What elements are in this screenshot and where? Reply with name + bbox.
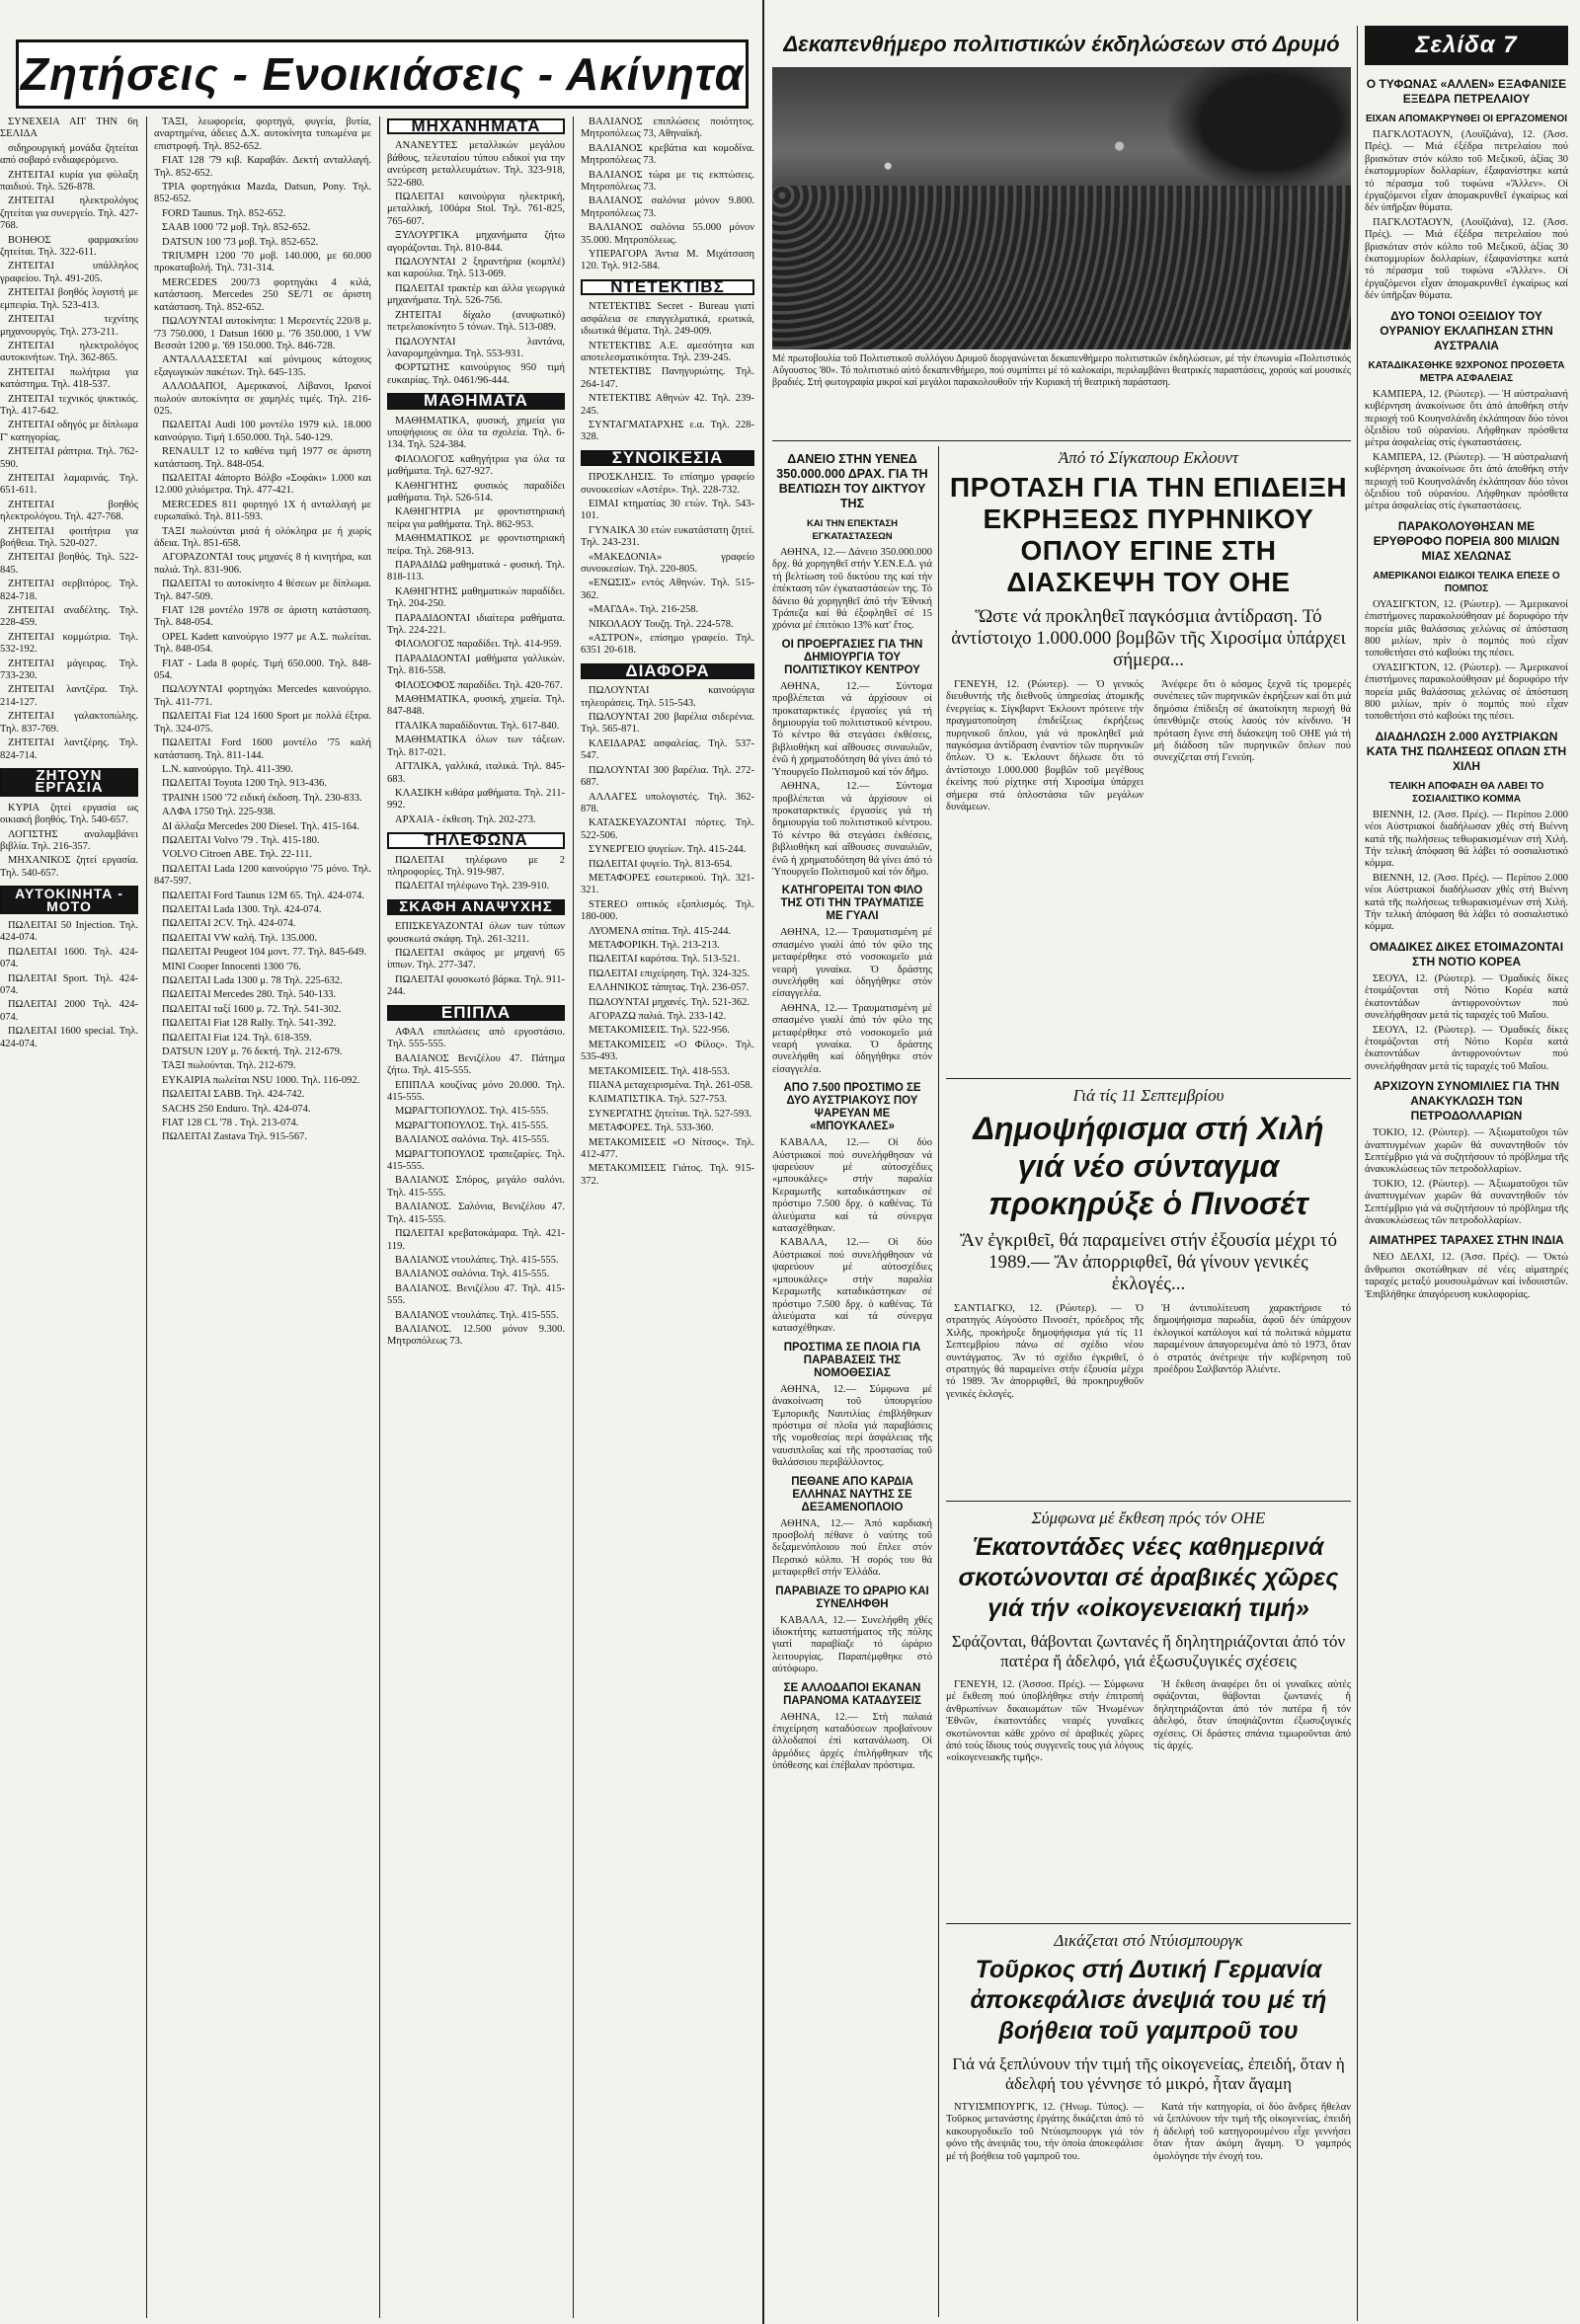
- classified-ad: ΠΩΛΕΙΤΑΙ 2CV. Τηλ. 424-074.: [162, 918, 296, 930]
- korea-body-2: ΣΕΟΥΛ, 12. (Ρώυτερ). — Ὁμαδικές δίκες ἑτοιμάζονται στή Νότιο Κορέα κατά ἑκατοντάδων ἀντιφρονούντων πού συνελήφθησαν μετά τίς ταραχές τοῦ Μαΐου.: [1365, 1024, 1568, 1072]
- classified-ad: ΑΡΧΑΙΑ - έκθεση. Τηλ. 202-273.: [395, 813, 536, 825]
- classified-ad: ΑΓΟΡΑΖΟΝΤΑΙ τους μηχανές 8 ή κινητήρα, και παλιά. Τηλ. 831-906.: [154, 552, 371, 576]
- classified-ad: ΜΑΘΗΜΑΤΙΚΑ, φυσική, χημεία για υποψήφιους σε όλα τα σχολεία. Τηλ. 6-134. Τηλ. 524-384.: [387, 415, 565, 451]
- sailor-headline: ΠΕΘΑΝΕ ΑΠΟ ΚΑΡΔΙΑ ΕΛΛΗΝΑΣ ΝΑΥΤΗΣ ΣΕ ΔΕΞΑΜΕΝΟΠΛΟΙΟ: [791, 1475, 913, 1513]
- classified-ad: ΠΩΛΟΥΝΤΑΙ 300 βαρέλια. Τηλ. 272-687.: [581, 764, 754, 789]
- classifieds-column-2: [154, 116, 371, 2324]
- nuclear-body-right: Ἀνέφερε ὅτι ὁ κόσμος ξεχνᾶ τίς τρομερές συνέπειες τῶν πυρηνικῶν ἐκρήξεων καί ὅτι μιά δημόσια ἐπίδειξη σέ ἀκατοίκητη περιοχή θά ὑπενθύμιζε στούς λαούς τόν κίνδυνο. Ἡ πρόταση ἔγινε στή διάσκεψη τοῦ ΟΗΕ γιά τή μή διάδοση τῶν πυρηνικῶν ὅπλων πού συνεχίζεται στή Γενεύη.: [1153, 679, 1351, 764]
- classified-ad: ΣΑΑΒ 1000 '72 μοβ. Τηλ. 852-652.: [162, 222, 311, 234]
- classified-ad: ΠΩΛΕΙΤΑΙ Zastava Τηλ. 915-567.: [162, 1131, 307, 1143]
- classified-ad: ΖΗΤΕΙΤΑΙ τεχνίτης μηχανουργός. Τηλ. 273-211.: [0, 314, 138, 338]
- austria-headline: ΔΙΑΔΗΛΩΣΗ 2.000 ΑΥΣΤΡΙΑΚΩΝ ΚΑΤΑ ΤΗΣ ΠΩΛΗΣΕΩΣ ΟΠΛΩΝ ΣΤΗ ΧΙΛΗ: [1366, 729, 1567, 773]
- category-detectives: ΝΤΕΤΕΚΤΙΒΣ: [581, 279, 754, 295]
- classified-ad: FIAT 128 '79 κιβ. Καραβάν. Δεκτή ανταλλαγή. Τηλ. 852-652.: [154, 155, 371, 179]
- classified-ad: ΠΩΛΕΙΤΑΙ Audi 100 μοντέλο 1979 κιλ. 18.000 καινούργιο. Τιμή 1.650.000. Τηλ. 540-129.: [154, 420, 371, 443]
- category-boats: ΣΚΑΦΗ ΑΝΑΨΥΧΗΣ: [387, 899, 565, 915]
- classified-ad: ΝΤΕΤΕΚΤΙΒΣ Αθηνών 42. Τηλ. 239-245.: [581, 393, 754, 417]
- typhoon-body: ΠΑΓΚΛΟΤΑΟΥΝ, (Λουϊζιάνα), 12. (Ἀσσ. Πρές). — Μιά ἐξέδρα πετρελαίου πού βρισκόταν στόν κόλπο τοῦ Μεξικοῦ, ἀξίας 30 ἑκατομμυρίων δολλαρίων, ἐξαφανίστηκε κατά τό πέρασμα τοῦ τυφώνα «Ἄλλεν». Οἱ ἐργαζόμενοι εἶχαν ἀπομακρυνθεῖ ἐγκαίρως καί δέν ὑπῆρξαν θύματα.: [1365, 129, 1568, 214]
- chile-body-left: ΣΑΝΤΙΑΓΚΟ, 12. (Ρώυτερ). — Ὁ στρατηγός Αὐγούστο Πινοσέτ, πρόεδρος τῆς Χιλῆς, προκήρυξε δημοψήφισμα γιά τίς 11 Σεπτεμβρίου πάνω σέ σχέδιο νέου συντάγματος. Ἄν τό σχέδιο ἐγκριθεῖ, ὁ στρατηγός θά παραμείνει στήν ἐξουσία μέχρι τό 1989. Ἄν ἀπορριφθεῖ, θά προκηρυχθοῦν γενικές ἐκλογές.: [946, 1303, 1144, 1400]
- classified-ad: ΖΗΤΕΙΤΑΙ λαμαρινάς. Τηλ. 651-611.: [0, 472, 138, 497]
- loan-headline: ΔΑΝΕΙΟ ΣΤΗΝ ΥΕΝΕΔ 350.000.000 ΔΡΑΧ. ΓΙΑ ΤΗ ΒΕΛΤΙΩΣΗ ΤΟΥ ΔΙΚΤΥΟΥ ΤΗΣ: [776, 452, 928, 510]
- radiation-headline: ΔΥΟ ΤΟΝΟΙ ΟΞΕΙΔΙΟΥ ΤΟΥ ΟΥΡΑΝΙΟΥ ΕΚΛΑΠΗΣΑΝ ΣΤΗΝ ΑΥΣΤΡΑΛΙΑ: [1380, 308, 1553, 352]
- radiation-body: ΚΑΜΠΕΡΑ, 12. (Ρώυτερ). — Ἡ αὐστραλιανή κυβέρνηση ἀνακοίνωσε ὅτι ἀπό ἀποθήκη στήν περιοχή τοῦ Κουηνσλάνδη ἐκλάπησαν δύο τόνοι ὀξειδίου τοῦ οὐρανίου. Λήφθηκαν πρόσθετα μέτρα ἀσφαλείας στίς ἐγκαταστάσεις.: [1365, 388, 1568, 449]
- classified-ad: ΜΕΤΑΦΟΡΙΚΗ. Τηλ. 213-213.: [589, 939, 720, 951]
- classified-ad: ΣΥΝΕΡΓΕΙΟ ψυγείων. Τηλ. 415-244.: [589, 844, 747, 856]
- classified-ad: ΕΠΙΠΛΑ κουζίνας μόνο 20.000. Τηλ. 415-555.: [387, 1079, 565, 1104]
- classified-ad: ΠΩΛΕΙΤΑΙ ταξί 1600 μ. 72. Τηλ. 541-302.: [162, 1003, 342, 1015]
- classified-ad: ΤΑΞΙ πωλούνται. Τηλ. 212-679.: [162, 1060, 296, 1072]
- category-lessons: ΜΑΘΗΜΑΤΑ: [387, 393, 565, 409]
- chile-story: [946, 1084, 1351, 1499]
- chile-headline: Δημοψήφισμα στή Χιλή γιά νέο σύνταγμα προκηρύξε ὁ Πινοσέτ: [973, 1111, 1324, 1221]
- classified-ad: ΠΩΛΕΙΤΑΙ καρότσα. Τηλ. 513-521.: [589, 954, 741, 966]
- classified-ad: ΔΙ άλλαξα Mercedes 200 Diesel. Τηλ. 415-164.: [162, 820, 359, 832]
- classified-ad: ΠΩΛΕΙΤΑΙ καινούργια ηλεκτρική, μεταλλική, 100άρα Stol. Τηλ. 761-825, 765-607.: [387, 192, 565, 227]
- classified-ad: ΜΕΤΑΚΟΜΙΣΕΙΣ Γιάτος. Τηλ. 915-372.: [581, 1163, 754, 1187]
- classified-ad: ΜΩΡΑΓΤΟΠΟΥΛΟΣ. Τηλ. 415-555.: [395, 1120, 549, 1131]
- fine-body: ΚΑΒΑΛΑ, 12.— Οἱ δύο Αὐστριακοί πού συνελήφθησαν νά ψαρεύουν μέ αὐτοσχέδιες «μπουκάλες» στήν παραλία Κεραμωτῆς καταδικάστηκαν σέ πρόστιμο 7.500 δρχ. ὁ καθένας. Τά ἀλιεύματα καί τά σύνεργα κατασχέθηκαν.: [772, 1137, 932, 1235]
- classified-ad: ΜΑΘΗΜΑΤΙΚΟΣ με φροντιστηριακή πείρα. Τηλ. 268-913.: [387, 533, 565, 557]
- aliens-headline: ΣΕ ΑΛΛΟΔΑΠΟΙ ΕΚΑΝΑΝ ΠΑΡΑΝΟΜΑ ΚΑΤΑΔΥΣΕΙΣ: [783, 1681, 921, 1707]
- classified-ad: «ΕΝΩΣΙΣ» εντός Αθηνών. Τηλ. 515-362.: [581, 578, 754, 601]
- classified-ad: ΦΙΛΟΣΟΦΟΣ παραδίδει. Τηλ. 420-767.: [395, 679, 563, 691]
- classified-ad: ΜΕΤΑΚΟΜΙΣΕΙΣ. Τηλ. 522-956.: [589, 1025, 730, 1037]
- classified-ad: ΠΡΟΣΚΛΗΣΙΣ. Το επίσημο γραφείο συνοικεσίων «Αστέρι». Τηλ. 228-732.: [581, 472, 754, 496]
- category-phones: ΤΗΛΕΦΩΝΑ: [387, 832, 565, 848]
- classified-ad: ΠΩΛΕΙΤΑΙ τηλέφωνο Τηλ. 239-910.: [395, 881, 550, 892]
- classified-ad: ΠΩΛΕΙΤΑΙ Lada 1200 καινούργιο '75 μόνο. Τηλ. 847-597.: [154, 863, 371, 888]
- classified-ad: ΠΩΛΕΙΤΑΙ 50 Injection. Τηλ. 424-074.: [0, 919, 138, 944]
- classified-ad: ΒΑΛΙΑΝΟΣ σαλόνια μόνον 9.800. Μητροπόλεως 73.: [581, 195, 754, 219]
- honor-kicker: Σύμφωνα μέ ἔκθεση πρός τόν ΟΗΕ: [1031, 1509, 1266, 1527]
- classified-ad: ΖΗΤΕΙΤΑΙ κομμώτρια. Τηλ. 532-192.: [0, 631, 138, 656]
- classified-ad: ΖΗΤΕΙΤΑΙ λαντζέρης. Τηλ. 824-714.: [0, 737, 138, 761]
- honor-body-right: Ἡ ἔκθεση ἀναφέρει ὅτι οἱ γυναῖκες αὐτές σφάζονται, θάβονται ζωντανές ἤ δηλητηριάζονται ἀπό τόν πατέρα ἤ τόν ἀδελφό, ὅταν ὑποψιάζονται ἐξωσυζυγικές σχέσεις. Οἱ δράστες σπάνια τιμωροῦνται ἀπό τίς ἀρχές.: [1153, 1679, 1351, 1752]
- classified-ad: ΠΩΛΕΙΤΑΙ Fiat 128 Rally. Τηλ. 541-392.: [162, 1018, 337, 1030]
- accuse-body-2: ΑΘΗΝΑ, 12.— Τραυματισμένη μέ σπασμένο γυαλί ἀπό τόν φίλο της μεταφέρθηκε στό νοσοκομεῖο μιά νεαρή γυναίκα. Ὁ δράστης συνελήφθη καί ὁδηγήθηκε στόν εἰσαγγελέα.: [772, 1002, 932, 1075]
- centre-body-2: ΑΘΗΝΑ, 12.— Σύντομα προβλέπεται νά ἀρχίσουν οἱ προκαταρκτικές ἐργασίες γιά τή δημιουργία τοῦ πολιτιστικοῦ κέντρου. Τό κέντρο θά στεγάσει ἐκθέσεις, βιβλιοθήκη καί αἴθουσες συναυλιῶν, ἐνῶ ἡ χρηματοδότηση θά γίνει ἀπό τό Ὑπουργεῖο Πολιτισμοῦ καί τόν δῆμο.: [772, 781, 932, 878]
- classified-ad: ΚΥΡΙΑ ζητεί εργασία ως οικιακή βοηθός. Τηλ. 540-657.: [0, 802, 138, 826]
- austria-body-2: ΒΙΕΝΝΗ, 12. (Ἀσσ. Πρές). — Περίπου 2.000 νέοι Αὐστριακοί διαδήλωσαν χθές στή Βιέννη κατά τῆς πωλήσεως τεθωρακισμένων στή Χιλή. Τήν τελική ἀπόφαση θά λάβει τό σοσιαλιστικό κόμμα.: [1365, 872, 1568, 933]
- classified-ad: ΠΑΡΑΔΙΔΩ μαθηματικά - φυσική. Τηλ. 818-113.: [387, 560, 565, 583]
- oil-body-2: ΤΟΚΙΟ, 12. (Ρώυτερ). — Ἀξιωματοῦχοι τῶν ἀναπτυγμένων χωρῶν θά συναντηθοῦν τόν Σεπτέμβριο γιά νά συζητήσουν τό πρόβλημα τῆς ἀνακυκλώσεως τῶν πετροδολλαρίων.: [1365, 1178, 1568, 1226]
- classified-ad: ΤΡΙΑ φορτηγάκια Mazda, Datsun, Pony. Τηλ. 852-652.: [154, 182, 371, 205]
- classified-ad: ΜΕΤΑΦΟΡΕΣ εσωτερικού. Τηλ. 321-321.: [581, 872, 754, 896]
- typhoon-body-2: ΠΑΓΚΛΟΤΑΟΥΝ, (Λουϊζιάνα), 12. (Ἀσσ. Πρές). — Μιά ἐξέδρα πετρελαίου πού βρισκόταν στόν κόλπο τοῦ Μεξικοῦ, ἀξίας 30 ἑκατομμυρίων δολλαρίων, ἐξαφανίστηκε κατά τό πέρασμα τοῦ τυφώνα «Ἄλλεν». Οἱ ἐργαζόμενοι εἶχαν ἀπομακρυνθεῖ ἐγκαίρως καί δέν ὑπῆρξαν θύματα.: [1365, 216, 1568, 302]
- festival-header: [772, 26, 1351, 63]
- classified-ad: ΠΩΛΟΥΝΤΑΙ μηχανές. Τηλ. 521-362.: [589, 996, 750, 1008]
- hours-body: ΚΑΒΑΛΑ, 12.— Συνελήφθη χθές ἰδιοκτήτης καταστήματος τῆς πόλης γιατί παραβίαζε τό ὡράριο λειτουργίας. Παραπέμφθηκε στό αὐτόφωρο.: [772, 1614, 932, 1675]
- classified-ad: ΖΗΤΕΙΤΑΙ πωλήτρια για κατάστημα. Τηλ. 418-537.: [0, 366, 138, 391]
- centre-headline: ΟΙ ΠΡΟΕΡΓΑΣΙΕΣ ΓΙΑ ΤΗΝ ΔΗΜΙΟΥΡΓΙΑ ΤΟΥ ΠΟΛΙΤΙΣΤΙΚΟΥ ΚΕΝΤΡΟΥ: [781, 638, 923, 676]
- classified-ad: ΕΠΙΣΚΕΥΑΖΟΝΤΑΙ όλων των τύπων φουσκωτά σκάφη. Τηλ. 261-3211.: [387, 921, 565, 945]
- classified-ad: ΒΑΛΙΑΝΟΣ. 12.500 μόνον 9.300. Μητροπόλεως 73.: [387, 1323, 565, 1348]
- loan-body: ΑΘΗΝΑ, 12.— Δάνειο 350.000.000 δρχ. θά χορηγηθεῖ στήν Υ.ΕΝ.Ε.Δ. γιά τή βελτίωση τοῦ δικτύου της καί τήν ἐπέκταση τῶν ἐγκαταστάσεών της. Τό δάνειο θά χορηγηθεῖ ἀπό τήν Ἐθνική Τράπεζα καί θά ἐξοφληθεῖ σέ 15 χρόνια μέ ἐπιτόκιο 13% κατ' ἔτος.: [772, 547, 932, 632]
- classified-ad: ΦΙΛΟΛΟΓΟΣ παραδίδει. Τηλ. 414-959.: [395, 639, 562, 651]
- fines2-headline: ΠΡΟΣΤΙΜΑ ΣΕ ΠΛΟΙΑ ΓΙΑ ΠΑΡΑΒΑΣΕΙΣ ΤΗΣ ΝΟΜΟΘΕΣΙΑΣ: [783, 1341, 921, 1379]
- festival-caption: [772, 353, 1351, 436]
- classified-ad: ΠΩΛΕΙΤΑΙ ΣΑΒΒ. Τηλ. 424-742.: [162, 1089, 305, 1101]
- classified-ad: ΖΗΤΕΙΤΑΙ κυρία για φύλαξη παιδιού. Τηλ. 526-878.: [0, 169, 138, 194]
- classified-ad: ΤΑΞΙ πωλούνται μισά ή ολόκληρα με ή χωρίς άδεια. Τηλ. 851-658.: [154, 525, 371, 549]
- classified-ad: ΠΩΛΕΙΤΑΙ τηλέφωνο με 2 πληροφορίες. Τηλ. 919-987.: [387, 854, 565, 878]
- korea-headline: ΟΜΑΔΙΚΕΣ ΔΙΚΕΣ ΕΤΟΙΜΑΖΟΝΤΑΙ ΣΤΗ ΝΟΤΙΟ ΚΟΡΕΑ: [1369, 939, 1564, 968]
- classified-ad: ΣΥΝΕΧΕΙΑ ΑΠ' ΤΗΝ 6η ΣΕΛΙΔΑ: [0, 116, 138, 140]
- classified-ad: ΚΛΕΙΔΑΡΑΣ ασφαλείας. Τηλ. 537-547.: [581, 737, 754, 762]
- classified-ad: MERCEDES 811 φορτηγό 1Χ ή ανταλλαγή με ευρωπαϊκό. Τηλ. 811-593.: [154, 499, 371, 523]
- classified-ad: FORD Taunus. Τηλ. 852-652.: [162, 207, 286, 219]
- classified-ad: ΠΑΡΑΔΙΔΟΝΤΑΙ ιδιαίτερα μαθήματα. Τηλ. 224-221.: [387, 612, 565, 637]
- category-jobs-wanted: ΖΗΤΟΥΝ ΕΡΓΑΣΙΑ: [0, 768, 138, 797]
- classified-ad: ΖΗΤΕΙΤΑΙ βοηθός ηλεκτρολόγου. Τηλ. 427-768.: [0, 499, 138, 523]
- festival-header-text: Δεκαπενθήμερο πολιτιστικών έκδηλώσεων στό Δρυμό: [783, 32, 1340, 56]
- classified-ad: ΑΛΦΑ 1750 Τηλ. 225-938.: [162, 807, 276, 818]
- classified-ad: ΠΩΛΕΙΤΑΙ Fiat 124 1600 Sport με πολλά έξτρα. Τηλ. 324-075.: [154, 711, 371, 735]
- trees-image: [1147, 67, 1351, 205]
- classified-ad: ΜΕΤΑΚΟΜΙΣΕΙΣ «Ο Φίλος». Τηλ. 535-493.: [581, 1039, 754, 1063]
- classified-ad: ΜΕΤΑΦΟΡΕΣ. Τηλ. 533-360.: [589, 1123, 714, 1134]
- sidebar-column: [1365, 71, 1568, 2318]
- classified-ad: ΒΑΛΙΑΝΟΣ κρεβάτια και κομοδίνα. Μητροπόλεως 73.: [581, 142, 754, 167]
- classified-ad: ΠΩΛΕΙΤΑΙ Volvo '79 . Τηλ. 415-180.: [162, 834, 320, 846]
- classified-ad: ΠΩΛΕΙΤΑΙ κρεβατοκάμαρα. Τηλ. 421-119.: [387, 1228, 565, 1252]
- chile-body-right: Ἡ ἀντιπολίτευση χαρακτήρισε τό δημοψήφισμα παρωδία, ἀφοῦ δέν ὑπάρχουν ἐκλογικοί κατάλογοι καί τά πολιτικά κόμματα παραμένουν ἀπαγορευμένα ἀπό τό 1973, ὅταν ὁ στρατός ἀνέτρεψε τήν κυβέρνηση τοῦ προέδρου Σαλβαντόρ Ἀλιέντε.: [1153, 1303, 1351, 1376]
- honor-body-left: ΓΕΝΕΥΗ, 12. (Ἀσσοσ. Πρές). — Σύμφωνα μέ ἔκθεση πού ὑποβλήθηκε στήν ἐπιτροπή ἀνθρωπίνων δικαιωμάτων τῶν Ἡνωμένων Ἐθνῶν, ἑκατοντάδες νεαρές γυναῖκες σκοτώνονται κάθε χρόνο σέ ἀραβικές χῶρες ἀπό τούς ἴδιους τούς συγγενεῖς τους γιά λόγους «οἰκογενειακῆς τιμῆς».: [946, 1679, 1144, 1764]
- nuclear-kicker: Ἀπό τό Σίγκαπουρ Εκλουντ: [1058, 448, 1239, 467]
- accuse-headline: ΚΑΤΗΓΟΡΕΙΤΑΙ ΤΟΝ ΦΙΛΟ ΤΗΣ ΟΤΙ ΤΗΝ ΤΡΑΥΜΑΤΙΣΕ ΜΕ ΓΥΑΛΙ: [780, 885, 924, 923]
- typhoon-subhead: ΕΙΧΑΝ ΑΠΟΜΑΚΡΥΝΘΕΙ ΟΙ ΕΡΓΑΖΟΜΕΝΟΙ: [1365, 114, 1567, 124]
- turk-body-right: Κατά τήν κατηγορία, οἱ δύο ἄνδρες ἤθελαν νά ξεπλύνουν τήν τιμή τῆς οἰκογενείας, ἐπειδή ἡ ἀδελφή τοῦ κατηγορουμένου εἶχε γεννήσει ὅταν ἦταν ἀκόμη ἄγαμη. Ὁ γαμπρός ὁμολόγησε τήν ἐνοχή του.: [1153, 2102, 1351, 2162]
- classified-ad: ΛΥΟΜΕΝΑ σπίτια. Τηλ. 415-244.: [589, 925, 732, 937]
- chile-kicker: Γιά τίς 11 Σεπτεμβρίου: [1072, 1086, 1224, 1105]
- typhoon-headline: Ο ΤΥΦΩΝΑΣ «ΑΛΛΕΝ» ΕΞΑΦΑΝΙΣΕ ΕΞΕΔΡΑ ΠΕΤΡΕΛΑΙΟΥ: [1366, 77, 1567, 106]
- classified-ad: ΠΩΛΕΙΤΑΙ επιχείρηση. Τηλ. 324-325.: [589, 968, 750, 979]
- classified-ad: ΜΑΘΗΜΑΤΙΚΑ όλων των τάξεων. Τηλ. 817-021.: [387, 735, 565, 758]
- classified-ad: ΠΩΛΟΥΝΤΑΙ καινούργια τηλεοράσεις. Τηλ. 515-543.: [581, 685, 754, 709]
- honor-headline: Ἑκατοντάδες νέες καθημερινά σκοτώνονται σέ ἀραβικές χῶρες γιά τήν «οἰκογενειακή τιμή»: [958, 1533, 1339, 1622]
- classified-ad: ΦΙΛΟΛΟΓΟΣ καθηγήτρια για όλα τα μαθήματα. Τηλ. 627-927.: [387, 453, 565, 478]
- classified-ad: ΞΥΛΟΥΡΓΙΚΑ μηχανήματα ζήτω αγοράζονται. Τηλ. 810-844.: [387, 230, 565, 254]
- turk-kicker: Δικάζεται στό Ντύισμπουργκ: [1054, 1931, 1243, 1950]
- classified-ad: ΖΗΤΕΙΤΑΙ λαντζέρα. Τηλ. 214-127.: [0, 684, 138, 708]
- classified-ad: ΖΗΤΕΙΤΑΙ ηλεκτρολόγος αυτοκινήτων. Τηλ. 362-865.: [0, 340, 138, 364]
- classified-ad: ΠΩΛΕΙΤΑΙ 2000 Τηλ. 424-074.: [0, 999, 138, 1023]
- korea-body: ΣΕΟΥΛ, 12. (Ρώυτερ). — Ὁμαδικές δίκες ἑτοιμάζονται στή Νότιο Κορέα κατά ἑκατοντάδων ἀντιφρονούντων πού συνελήφθησαν μετά τίς ταραχές τοῦ Μαΐου.: [1365, 972, 1568, 1022]
- classifieds-column-4: [581, 116, 754, 2324]
- classified-ad: ΑΛΛΟΔΑΠΟΙ, Αμερικανοί, Λίβανοι, Ιρανοί πωλούν αυτοκίνητα σε χαμηλές τιμές. Τηλ. 216-025.: [154, 381, 371, 417]
- turk-deck: Γιά νά ξεπλύνουν τήν τιμή τῆς οἰκογενείας, ἐπειδή, ὅταν ἡ ἀδελφή του γέννησε τό μικρό, ἦταν ἄγαμη: [952, 2054, 1345, 2093]
- classified-ad: ΠΩΛΟΥΝΤΑΙ αυτοκίνητα: 1 Μερσεντές 220/8 μ. '73 750.000, 1 Datsun 1600 μ. '76 350.000, 1 VW Βεσσάτ 1200 μ. '69 150.000. Τηλ. 846-728.: [154, 316, 371, 351]
- classified-ad: ΜΑΘΗΜΑΤΙΚΑ, φυσική, χημεία. Τηλ. 847-848.: [387, 694, 565, 718]
- classified-ad: ΒΑΛΙΑΝΟΣ σαλόνια 55.000 μόνον 35.000. Μητροπόλεως.: [581, 222, 754, 246]
- briefs-column: [772, 446, 932, 2322]
- turk-story: [946, 1929, 1351, 2319]
- classified-ad: ΒΑΛΙΑΝΟΣ επιπλώσεις ποιότητος. Μητροπόλεως 73, Αθηναϊκή.: [581, 116, 754, 140]
- classified-ad: L.N. καινούργιο. Τηλ. 411-390.: [162, 763, 293, 775]
- tanker-headline: ΠΑΡΑΚΟΛΟΥΘΗΣΑΝ ΜΕ ΕΡΥΘΡΟΦΟ ΠΟΡΕΙΑ 800 ΜΙΛΙΩΝ ΜΙΑΣ ΧΕΛΩΝΑΣ: [1373, 518, 1560, 563]
- category-machinery: ΜΗΧΑΝΗΜΑΤΑ: [387, 118, 565, 134]
- classified-ad: ΕΥΚΑΙΡΙΑ πωλείται NSU 1000. Τηλ. 116-092.: [162, 1074, 360, 1086]
- turk-headline: Τοῦρκος στή Δυτική Γερμανία ἀποκεφάλισε ἀνεψιά του μέ τή βοήθεια τοῦ γαμπροῦ του: [970, 1956, 1327, 2045]
- classified-ad: ΠΙΑΝΑ μεταχειρισμένα. Τηλ. 261-058.: [589, 1080, 753, 1092]
- nuclear-story: [946, 446, 1351, 1078]
- austria-subhead: ΤΕΛΙΚΗ ΑΠΟΦΑΣΗ ΘΑ ΛΑΒΕΙ ΤΟ ΣΟΣΙΑΛΙΣΤΙΚΟ ΚΟΜΜΑ: [1388, 780, 1544, 805]
- classified-ad: ΒΑΛΙΑΝΟΣ τώρα με τις εκπτώσεις. Μητροπόλεως 73.: [581, 169, 754, 194]
- classified-ad: ΚΑΘΗΓΗΤΗΣ μαθηματικών παραδίδει. Τηλ. 204-250.: [387, 585, 565, 610]
- classifieds-section: [0, 0, 760, 2324]
- classified-ad: ΠΩΛΕΙΤΑΙ τρακτέρ και άλλα γεωργικά μηχανήματα. Τηλ. 526-756.: [387, 282, 565, 307]
- classified-ad: «ΜΑΓΔΑ». Τηλ. 216-258.: [589, 604, 699, 616]
- classified-ad: ΝΤΕΤΕΚΤΙΒΣ Α.Ε. αμεσότητα και αποτελεσματικότητα. Τηλ. 239-245.: [581, 340, 754, 363]
- page-label: [1365, 26, 1568, 65]
- classified-ad: ΠΩΛΕΙΤΑΙ ψυγείο. Τηλ. 813-654.: [589, 858, 733, 870]
- classified-ad: ΜΗΧΑΝΙΚΟΣ ζητεί εργασία. Τηλ. 540-657.: [0, 855, 138, 879]
- classified-ad: ΒΑΛΙΑΝΟΣ. Σαλόνια, Βενιζέλου 47. Τηλ. 415-555.: [387, 1201, 565, 1225]
- tanker-body: ΟΥΑΣΙΓΚΤΟΝ, 12. (Ρώυτερ). — Ἀμερικανοί ἐπιστήμονες παρακολούθησαν μέ δορυφόρο τήν πορεία μιᾶς θαλάσσιας χελώνας σέ ἀπόσταση 800 μιλίων, πρίν ὁ πομπός πού εἶχαν τοποθετήσει στό καβούκι της πέσει.: [1365, 598, 1568, 659]
- classified-ad: ΠΩΛΕΙΤΑΙ Lada 1300 μ. 78 Τηλ. 225-632.: [162, 975, 343, 986]
- hours-headline: ΠΑΡΑΒΙΑΖΕ ΤΟ ΩΡΑΡΙΟ ΚΑΙ ΣΥΝΕΛΗΦΘΗ: [775, 1585, 929, 1610]
- classified-ad: ΠΩΛΟΥΝΤΑΙ 2 ξηραντήρια (κομπλέ) και καρούλια. Τηλ. 513-069.: [387, 257, 565, 280]
- classified-ad: ΠΩΛΕΙΤΑΙ 4άπορτο Βόλβο «Σοφάκι» 1.000 και 12.000 χιλιόμετρα. Τηλ. 477-421.: [154, 472, 371, 497]
- classified-ad: ΖΗΤΕΙΤΑΙ υπάλληλος γραφείου. Τηλ. 491-205.: [0, 261, 138, 284]
- classified-ad: FIAT 128 μοντέλο 1978 σε άριστη κατάσταση. Τηλ. 848-054.: [154, 605, 371, 629]
- classified-ad: ΠΩΛΕΙΤΑΙ VW καλή. Τηλ. 135.000.: [162, 932, 317, 944]
- category-furniture: ΕΠΙΠΛΑ: [387, 1005, 565, 1021]
- classified-ad: ΣΥΝΤΑΓΜΑΤΑΡΧΗΣ ε.α. Τηλ. 228-328.: [581, 419, 754, 443]
- classified-ad: ΙΤΑΛΙΚΑ παραδίδονται. Τηλ. 617-840.: [395, 720, 560, 732]
- classified-ad: TRIUMPH 1200 '70 μοβ. 140.000, με 60.000 προκαταβολή. Τηλ. 731-314.: [154, 251, 371, 274]
- classified-ad: ΖΗΤΕΙΤΑΙ βοηθός. Τηλ. 522-845.: [0, 552, 138, 576]
- classified-ad: ΚΑΘΗΓΗΤΡΙΑ με φροντιστηριακή πείρα για μαθήματα. Τηλ. 862-953.: [387, 506, 565, 530]
- classified-ad: «ΜΑΚΕΔΟΝΙΑ» γραφείο συνοικεσίων. Τηλ. 220-805.: [581, 551, 754, 575]
- classified-ad: ΓΥΝΑΙΚΑ 30 ετών ευκατάστατη ζητεί. Τηλ. 243-231.: [581, 524, 754, 549]
- classified-ad: ΜΕΤΑΚΟΜΙΣΕΙΣ «Ο Νίτσος». Τηλ. 412-477.: [581, 1136, 754, 1161]
- festival-caption-text: Μέ πρωτοβουλία τοῦ Πολιτιστικοῦ συλλόγου Δρυμοῦ διοργανώνεται δεκαπενθήμερο πολιτιστικῶν ἐκδηλώσεων, μέ τήν ἐπωνυμία «Πολιτιστικός Αὔγουστος '80». Τό πολιτιστικό αὐτό δεκαπενθήμερο, πού συμπίπτει μέ τό καλοκαίρι, περιλαμβάνει θεατρικές παραστάσεις, χορούς καί μουσικές βραδιές. Στή φωτογραφία μικροί καί μεγάλοι παρακολουθοῦν τήν Κυριακή τή θεατρική παράσταση.: [772, 353, 1351, 388]
- india-headline: ΑΙΜΑΤΗΡΕΣ ΤΑΡΑΧΕΣ ΣΤΗΝ ΙΝΔΙΑ: [1369, 1233, 1564, 1248]
- classified-ad: ΝΤΕΤΕΚΤΙΒΣ Πανηγυριώτης. Τηλ. 264-147.: [581, 366, 754, 390]
- classified-ad: ΕΛΛΗΝΙΚΟΣ τάπητας. Τηλ. 236-057.: [589, 982, 750, 994]
- classified-ad: ΠΩΛΕΙΤΑΙ Sport. Τηλ. 424-074.: [0, 972, 138, 996]
- classified-ad: ΑΦΑΛ επιπλώσεις από εργοστάσιο. Τηλ. 555-555.: [387, 1027, 565, 1050]
- classified-ad: ΠΩΛΕΙΤΑΙ Ford Taunus 12M 65. Τηλ. 424-074.: [162, 890, 364, 901]
- classified-ad: ΥΠΕΡΑΓΟΡΑ Άντια Μ. Μιχάτσαση 120. Τηλ. 912-584.: [581, 249, 754, 272]
- classified-ad: ΝΤΕΤΕΚΤΙΒΣ Secret - Bureau γιατί ασφάλεια σε επαγγελματικά, ερωτικά, ιδιωτικά θέματα. Τηλ. 249-009.: [581, 301, 754, 338]
- classified-ad: ΖΗΤΕΙΤΑΙ γαλακτοπώλης. Τηλ. 837-769.: [0, 711, 138, 735]
- classified-ad: ΒΑΛΙΑΝΟΣ ντουλάπες. Τηλ. 415-555.: [395, 1309, 559, 1321]
- classified-ad: ΖΗΤΕΙΤΑΙ σερβιτόρος. Τηλ. 824-718.: [0, 579, 138, 602]
- classified-ad: ΚΛΑΣΙΚΗ κιθάρα μαθήματα. Τηλ. 211-992.: [387, 787, 565, 812]
- oil-headline: ΑΡΧΙΖΟΥΝ ΣΥΝΟΜΙΛΙΕΣ ΓΙΑ ΤΗΝ ΑΝΑΚΥΚΛΩΣΗ ΤΩΝ ΠΕΤΡΟΔΟΛΛΑΡΙΩΝ: [1374, 1079, 1559, 1123]
- festival-photo: [772, 67, 1351, 349]
- classified-ad: ΒΑΛΙΑΝΟΣ σαλόνια. Τηλ. 415-555.: [395, 1134, 550, 1146]
- classified-ad: ΚΑΘΗΓΗΤΗΣ φυσικός παραδίδει μαθήματα. Τηλ. 526-514.: [387, 480, 565, 504]
- classified-ad: ΒΑΛΙΑΝΟΣ Βενιζέλου 47. Πάτημα ζήτω. Τηλ. 415-555.: [387, 1052, 565, 1077]
- category-partnership: ΣΥΝΟΙΚΕΣΙΑ: [581, 450, 754, 466]
- crowd-image: [772, 186, 1351, 349]
- classified-ad: ΣΥΝΕΡΓΑΤΗΣ ζητείται. Τηλ. 527-593.: [589, 1108, 752, 1120]
- classified-ad: ΖΗΤΕΙΤΑΙ δίχαλο (ανυψωτικό) πετρελαιοκίνητο 5 τόνων. Τηλ. 513-089.: [387, 309, 565, 334]
- honor-deck: Σφάζονται, θάβονται ζωντανές ἤ δηλητηριάζονται ἀπό τόν πατέρα ἤ ἀδελφό, γιά ἐξωσυζυγικές σχέσεις: [951, 1632, 1346, 1670]
- aliens-body: ΑΘΗΝΑ, 12.— Στή παλαιά ἐπιχείρηση καταδύσεων προβαίνουν ἀλλοδαποί ἐπί κατανάλωση. Οἱ ἀρμόδιες ἀρχές ἐπιλήφθηκαν τῆς ὑπόθεσης καί ἐπέβαλαν πρόστιμα.: [772, 1711, 932, 1772]
- classified-ad: ΠΩΛΕΙΤΑΙ Ford 1600 μοντέλο '75 καλή κατάσταση. Τηλ. 811-144.: [154, 737, 371, 761]
- classified-ad: VOLVO Citroen ΑΒΕ. Τηλ. 22-111.: [162, 849, 313, 861]
- classified-ad: ΑΓΓΛΙΚΑ, γαλλικά, ιταλικά. Τηλ. 845-683.: [387, 761, 565, 785]
- classified-ad: ΖΗΤΕΙΤΑΙ τεχνικός ψυκτικός. Τηλ. 417-642.: [0, 393, 138, 417]
- classified-ad: ΜΩΡΑΓΤΟΠΟΥΛΟΣ τραπεζαρίες. Τηλ. 415-555.: [387, 1148, 565, 1173]
- category-miscellaneous: ΔΙΑΦΟΡΑ: [581, 663, 754, 679]
- classified-ad: ΤΡΑΙΝΗ 1500 '72 ειδική έκδοση. Τηλ. 230-833.: [162, 792, 362, 804]
- classified-ad: STEREO οπτικός εξοπλισμός. Τηλ. 180-000.: [581, 898, 754, 923]
- classified-ad: ΠΩΛΕΙΤΑΙ 1600 special. Τηλ. 424-074.: [0, 1026, 138, 1049]
- radiation-body-2: ΚΑΜΠΕΡΑ, 12. (Ρώυτερ). — Ἡ αὐστραλιανή κυβέρνηση ἀνακοίνωσε ὅτι ἀπό ἀποθήκη στήν περιοχή τοῦ Κουηνσλάνδη ἐκλάπησαν δύο τόνοι ὀξειδίου τοῦ οὐρανίου. Λήφθηκαν πρόσθετα μέτρα ἀσφαλείας στίς ἐγκαταστάσεις.: [1365, 451, 1568, 512]
- nuclear-headline: ΠΡΟΤΑΣΗ ΓΙΑ ΤΗΝ ΕΠΙΔΕΙΞΗ ΕΚΡΗΞΕΩΣ ΠΥΡΗΝΙΚΟΥ ΟΠΛΟΥ ΕΓΙΝΕ ΣΤΗ ΔΙΑΣΚΕΨΗ ΤΟΥ ΟΗΕ: [949, 472, 1348, 597]
- accuse-body: ΑΘΗΝΑ, 12.— Τραυματισμένη μέ σπασμένο γυαλί ἀπό τόν φίλο της μεταφέρθηκε στό νοσοκομεῖο μιά νεαρή γυναίκα. Ὁ δράστης συνελήφθη καί ὁδηγήθηκε στόν εἰσαγγελέα.: [772, 927, 932, 1000]
- classified-ad: SACHS 250 Enduro. Τηλ. 424-074.: [162, 1103, 311, 1115]
- classified-ad: ΠΩΛΟΥΝΤΑΙ 200 βαρέλια σιδερένια. Τηλ. 565-871.: [581, 712, 754, 736]
- classified-ad: ΠΩΛΕΙΤΑΙ Peugeot 104 μοντ. 77. Τηλ. 845-649.: [162, 947, 367, 959]
- classified-ad: FIAT 128 CL '78 . Τηλ. 213-074.: [162, 1118, 299, 1129]
- classified-ad: ΖΗΤΕΙΤΑΙ ράπτρια. Τηλ. 762-590.: [0, 446, 138, 470]
- classified-ad: FIAT - Lada 8 φορές. Τιμή 650.000. Τηλ. 848-054.: [154, 658, 371, 682]
- classified-ad: ΑΛΛΑΓΕΣ υπολογιστές. Τηλ. 362-878.: [581, 791, 754, 814]
- classified-ad: ΖΗΤΕΙΤΑΙ οδηγός με δίπλωμα Γ' κατηγορίας.: [0, 420, 138, 443]
- india-body: ΝΕΟ ΔΕΛΧΙ, 12. (Ἀσσ. Πρές). — Ὀκτώ ἄνθρωποι σκοτώθηκαν σέ νέες αἱματηρές ταραχές μεταξύ μουσουλμάνων καί ἰνδουιστῶν. Ἐπιβλήθηκε ἀπαγόρευση κυκλοφορίας.: [1365, 1252, 1568, 1300]
- classified-ad: ΠΩΛΕΙΤΑΙ σκάφος με μηχανή 65 ίππων. Τηλ. 277-347.: [387, 947, 565, 971]
- classified-ad: ΒΟΗΘΟΣ φαρμακείου ζητείται. Τηλ. 322-611.: [0, 234, 138, 259]
- classified-ad: ΑΝΤΑΛΛΑΣΣΕΤΑΙ καί μόνιμους κάτοχους εξαγωγικών πακέτων. Τηλ. 645-135.: [154, 354, 371, 378]
- classified-ad: ΠΩΛΟΥΝΤΑΙ φορτηγάκι Mercedes καινούργιο. Τηλ. 411-771.: [154, 684, 371, 708]
- classified-ad: ΠΑΡΑΔΙΔΟΝΤΑΙ μαθήματα γαλλικών. Τηλ. 816-558.: [387, 653, 565, 677]
- tanker-subhead: ΑΜΕΡΙΚΑΝΟΙ ΕΙΔΙΚΟΙ ΤΕΛΙΚΑ ΕΠΕΣΕ Ο ΠΟΜΠΟΣ: [1373, 570, 1560, 594]
- sailor-body: ΑΘΗΝΑ, 12.— Ἀπό καρδιακή προσβολή πέθανε ὁ ναύτης τοῦ δεξαμενόπλοιου πού ἔπλεε στόν Περσικό κόλπο. Ἡ σορός του θά μεταφερθεῖ στήν Ἑλλάδα.: [772, 1517, 932, 1579]
- classifieds-title: [16, 39, 749, 109]
- turk-body-left: ΝΤΥΙΣΜΠΟΥΡΓΚ, 12. (Ἡνωμ. Τύπος). — Τοῦρκος μετανάστης ἐργάτης δικάζεται ἀπό τό κακουργοδικεῖο τοῦ Ντύισμπουργκ γιά τόν φόνο τῆς ἀνεψιᾶς του, τήν ὁποία ἀποκεφάλισε μέ τή βοήθεια τοῦ γαμπροῦ του.: [946, 2102, 1144, 2162]
- classified-ad: MINI Cooper Innocenti 1300 '76.: [162, 961, 301, 972]
- chile-deck: Ἄν ἐγκριθεῖ, θά παραμείνει στήν ἐξουσία μέχρι τό 1989.— Ἄν ἀπορριφθεῖ, θά γίνουν γενικές ἐκλογές...: [959, 1230, 1338, 1294]
- fines2-body: ΑΘΗΝΑ, 12.— Σύμφωνα μέ ἀνακοίνωση τοῦ ὑπουργείου Ἐμπορικῆς Ναυτιλίας ἐπιβλήθηκαν πρόστιμα σέ πλοῖα γιά παραβάσεις τῆς νομοθεσίας περί ἀσφάλειας τῆς ναυσιπλοΐας καί τῆς προστασίας τοῦ θαλάσσιου περιβάλλοντος.: [772, 1383, 932, 1469]
- classified-ad: ΠΩΛΕΙΤΑΙ Lada 1300. Τηλ. 424-074.: [162, 903, 322, 915]
- classified-ad: ΠΩΛΕΙΤΑΙ φουσκωτό βάρκα. Τηλ. 911-244.: [387, 973, 565, 998]
- classified-ad: ΚΛΙΜΑΤΙΣΤΙΚΑ. Τηλ. 527-753.: [589, 1094, 728, 1106]
- nuclear-deck: Ὥστε νά προκληθεῖ παγκόσμια ἀντίδραση. Τό ἀντίστοιχο 1.000.000 βομβῶν τῆς Χιροσίμα ὑπάρχει σήμερα...: [951, 606, 1346, 670]
- classifieds-column-1: [0, 116, 138, 2324]
- classified-ad: ΕΙΜΑΙ κτηματίας 30 ετών. Τηλ. 543-101.: [581, 498, 754, 522]
- page-label-text: Σελίδα 7: [1415, 32, 1518, 58]
- classified-ad: ΒΑΛΙΑΝΟΣ. Βενιζέλου 47. Τηλ. 415-555.: [387, 1282, 565, 1307]
- classifieds-column-3: [387, 116, 565, 2324]
- classified-ad: ΖΗΤΕΙΤΑΙ αναδέλτης. Τηλ. 228-459.: [0, 605, 138, 629]
- classified-ad: ΤΑΞΙ, λεωφορεία, φορτηγά, φυγεία, βυτία, αναρτημένα, άδειες Δ.Χ. αυτοκίνητα τυπωμένα με επιστροφή. Τηλ. 852-652.: [154, 116, 371, 152]
- classified-ad: ΛΟΓΙΣΤΗΣ αναλαμβάνει βιβλία. Τηλ. 216-357.: [0, 828, 138, 852]
- classified-ad: σιδηρουργική μονάδα ζητείται από σοβαρό ενδιαφερόμενο.: [0, 142, 138, 167]
- classified-ad: ΜΩΡΑΓΤΟΠΟΥΛΟΣ. Τηλ. 415-555.: [395, 1106, 549, 1118]
- classified-ad: ΠΩΛΕΙΤΑΙ το αυτοκίνητο 4 θέσεων με δίπλωμα. Τηλ. 847-509.: [154, 579, 371, 602]
- classified-ad: ΠΩΛΟΥΝΤΑΙ λαντάνα, λαναρομηχάνημα. Τηλ. 553-931.: [387, 336, 565, 359]
- classified-ad: ΝΙΚΟΛΑΟΥ Τουζη. Τηλ. 224-578.: [589, 618, 734, 630]
- classified-ad: ΠΩΛΕΙΤΑΙ 1600. Τηλ. 424-074.: [0, 946, 138, 970]
- classified-ad: ΠΩΛΕΙΤΑΙ Fiat 124. Τηλ. 618-359.: [162, 1032, 312, 1044]
- classified-ad: ΜΕΤΑΚΟΜΙΣΕΙΣ. Τηλ. 418-553.: [589, 1065, 730, 1077]
- classified-ad: ΠΩΛΕΙΤΑΙ Toyota 1200 Τηλ. 913-436.: [162, 778, 327, 790]
- classified-ad: DATSUN 100 '73 μοβ. Τηλ. 852-652.: [162, 236, 319, 248]
- centre-body: ΑΘΗΝΑ, 12.— Σύντομα προβλέπεται νά ἀρχίσουν οἱ προκαταρκτικές ἐργασίες γιά τή δημιουργία τοῦ πολιτιστικοῦ κέντρου. Τό κέντρο θά στεγάσει ἐκθέσεις, βιβλιοθήκη καί αἴθουσες συναυλιῶν, ἐνῶ ἡ χρηματοδότηση θά γίνει ἀπό τό Ὑπουργεῖο Πολιτισμοῦ καί τόν δῆμο.: [772, 680, 932, 778]
- classifieds-title-text: Ζητήσεις - Ενοικιάσεις - Ακίνητα: [20, 48, 745, 100]
- classified-ad: OPEL Kadett καινούργιο 1977 με Α.Σ. πωλείται. Τηλ. 848-054.: [154, 631, 371, 656]
- classified-ad: DATSUN 120Y μ. 76 δεκτή. Τηλ. 212-679.: [162, 1046, 343, 1058]
- honor-story: [946, 1507, 1351, 1921]
- classified-ad: ΚΑΤΑΣΚΕΥΑΖΟΝΤΑΙ πόρτες. Τηλ. 522-506.: [581, 817, 754, 841]
- oil-body: ΤΟΚΙΟ, 12. (Ρώυτερ). — Ἀξιωματοῦχοι τῶν ἀναπτυγμένων χωρῶν θά συναντηθοῦν τόν Σεπτέμβριο γιά νά συζητήσουν τό πρόβλημα τῆς ἀνακυκλώσεως τῶν πετροδολλαρίων.: [1365, 1127, 1568, 1176]
- tanker-body-2: ΟΥΑΣΙΓΚΤΟΝ, 12. (Ρώυτερ). — Ἀμερικανοί ἐπιστήμονες παρακολούθησαν μέ δορυφόρο τήν πορεία μιᾶς θαλάσσιας χελώνας σέ ἀπόσταση 800 μιλίων, πρίν ὁ πομπός πού εἶχαν τοποθετήσει στό καβούκι της πέσει.: [1365, 661, 1568, 723]
- fine-body-2: ΚΑΒΑΛΑ, 12.— Οἱ δύο Αὐστριακοί πού συνελήφθησαν νά ψαρεύουν μέ αὐτοσχέδιες «μπουκάλες» στήν παραλία Κεραμωτῆς καταδικάστηκαν σέ πρόστιμο 7.500 δρχ. ὁ καθένας. Τά ἀλιεύματα καί τά σύνεργα κατασχέθηκαν.: [772, 1237, 932, 1335]
- classified-ad: RENAULT 12 το καθένα τιμή 1977 σε άριστη κατάσταση. Τηλ. 848-054.: [154, 446, 371, 470]
- classified-ad: ΖΗΤΕΙΤΑΙ βοηθός λογιστή με εμπειρία. Τηλ. 523-413.: [0, 287, 138, 311]
- classified-ad: MERCEDES 200/73 φορτηγάκι 4 κιλά, κατάσταση. Mercedes 250 SE/71 σε άριστη κατάσταση. Τηλ. 852-652.: [154, 276, 371, 313]
- classified-ad: ΒΑΛΙΑΝΟΣ ντουλάπες. Τηλ. 415-555.: [395, 1254, 559, 1266]
- classified-ad: ΒΑΛΙΑΝΟΣ σαλόνια. Τηλ. 415-555.: [395, 1269, 550, 1280]
- classified-ad: ΦΟΡΤΩΤΗΣ καινούργιος 950 τιμή ευκαιρίας. Τηλ. 0461/96-444.: [387, 362, 565, 386]
- classified-ad: ΑΝΑΝΕΥΤΕΣ μεταλλικών μεγάλου βάθους, τελευταίου τύπου ειδικοί για την ανεύρεση μεταλλευμάτων. Τηλ. 323-918, 522-680.: [387, 140, 565, 189]
- category-cars: ΑΥΤΟΚΙΝΗΤΑ - ΜΟΤΟ: [0, 886, 138, 914]
- fine-headline: ΑΠΟ 7.500 ΠΡΟΣΤΙΜΟ ΣΕ ΔΥΟ ΑΥΣΤΡΙΑΚΟΥΣ ΠΟΥ ΨΑΡΕΥΑΝ ΜΕ «ΜΠΟΥΚΑΛΕΣ»: [783, 1082, 921, 1133]
- classified-ad: ΖΗΤΕΙΤΑΙ φοιτήτρια για βοήθεια. Τηλ. 520-027.: [0, 525, 138, 549]
- classified-ad: ΠΩΛΕΙΤΑΙ Mercedes 280. Τηλ. 540-133.: [162, 989, 337, 1001]
- austria-body: ΒΙΕΝΝΗ, 12. (Ἀσσ. Πρές). — Περίπου 2.000 νέοι Αὐστριακοί διαδήλωσαν χθές στή Βιέννη κατά τῆς πωλήσεως τεθωρακισμένων στή Χιλή. Τήν τελική ἀπόφαση θά λάβει τό σοσιαλιστικό κόμμα.: [1365, 809, 1568, 870]
- radiation-subhead: ΚΑΤΑΔΙΚΑΣΘΗΚΕ 92ΧΡΟΝΟΣ ΠΡΟΣΘΕΤΑ ΜΕΤΡΑ ΑΣΦΑΛΕΙΑΣ: [1368, 359, 1565, 384]
- classified-ad: ΖΗΤΕΙΤΑΙ μάγειρας. Τηλ. 733-230.: [0, 658, 138, 682]
- nuclear-body-left: ΓΕΝΕΥΗ, 12. (Ρώυτερ). — Ὁ γενικός διευθυντής τῆς διεθνοῦς ὑπηρεσίας ἀτομικῆς ἐνεργείας κ. Σίγκβαρντ Ἐκλουντ πρότεινε τήν πραγματοποίηση ἐπιδείξεως ἐκρήξεως πυρηνικοῦ ὅπλου, γιά νά προκληθεῖ μιά παγκόσμια ἀντίδραση ἐναντίον τῶν πυρηνικῶν ὅπλων. Ὁ κ. Ἐκλουντ δήλωσε ὅτι τό ἀντίστοιχο 1.000.000 βομβῶν τοῦ μεγέθους ἐκείνης πού ρίχτηκε στή Χιροσίμα ὑπάρχει σήμερα στά ὁπλοστάσια τῶν μεγάλων δυνάμεων.: [946, 679, 1144, 813]
- classified-ad: ΑΓΟΡΑΖΩ παλιά. Τηλ. 233-142.: [589, 1011, 727, 1022]
- classified-ad: ΖΗΤΕΙΤΑΙ ηλεκτρολόγος ζητείται για συνεργείο. Τηλ. 427-768.: [0, 195, 138, 232]
- classified-ad: «ΑΣΤΡΟΝ», επίσημο γραφείο. Τηλ. 6351 20-618.: [581, 633, 754, 657]
- classified-ad: ΒΑΛΙΑΝΟΣ Σπόρος, μεγάλο σαλόνι. Τηλ. 415-555.: [387, 1175, 565, 1199]
- loan-subhead: ΚΑΙ ΤΗΝ ΕΠΕΚΤΑΣΗ ΕΓΚΑΤΑΣΤΑΣΕΩΝ: [806, 518, 899, 542]
